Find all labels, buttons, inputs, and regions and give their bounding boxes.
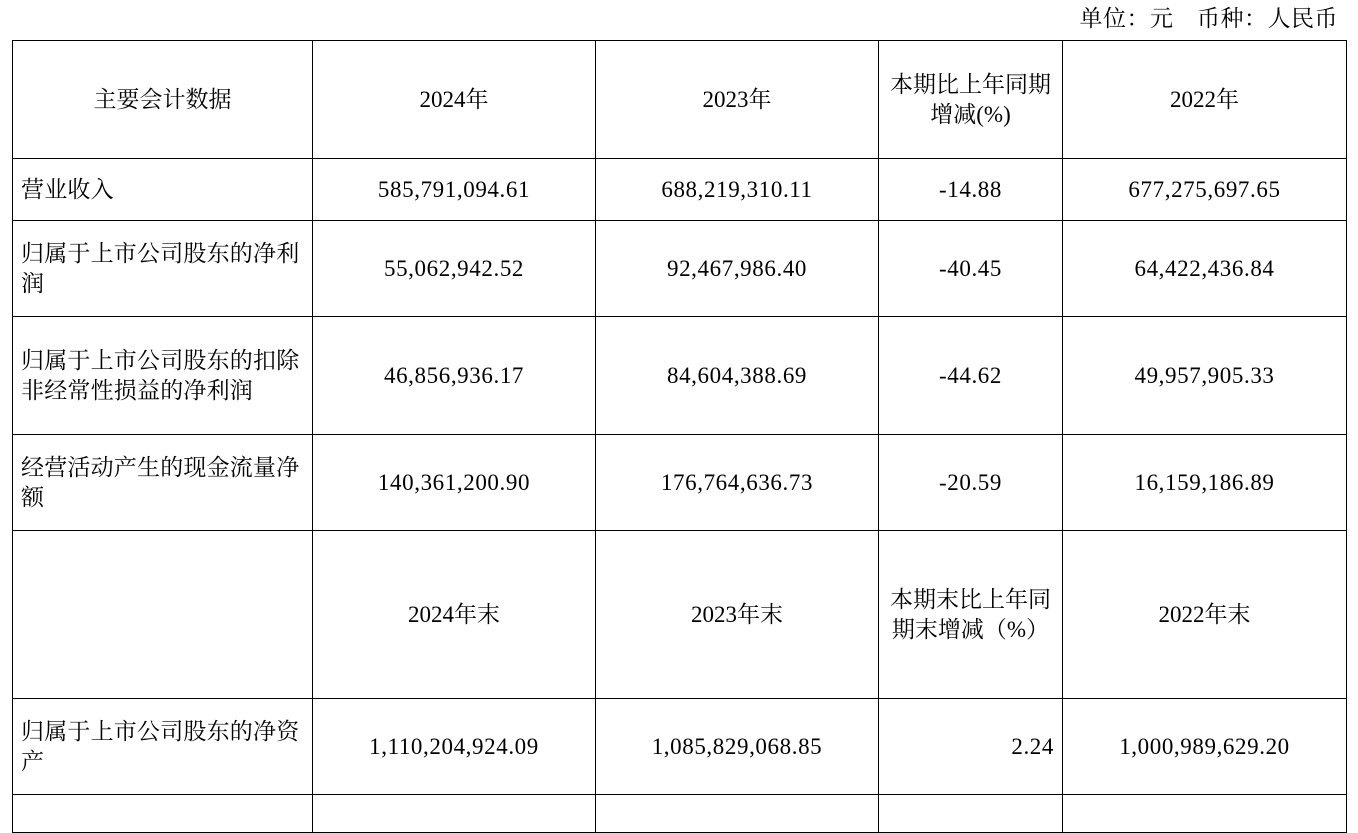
row-label-net-profit-excl-nonrecurring: 归属于上市公司股东的扣除非经常性损益的净利润 bbox=[13, 317, 313, 435]
header-cell-metric-period-end bbox=[13, 531, 313, 699]
header-cell-2023: 2023年 bbox=[596, 41, 879, 159]
table-header-row-annual bbox=[13, 41, 1347, 159]
cell-net-assets-2023: 1,085,829,068.85 bbox=[596, 699, 879, 795]
cell-net-profit-2024: 55,062,942.52 bbox=[313, 221, 596, 317]
clipped-cell bbox=[1063, 795, 1347, 833]
header-cell-2024: 2024年 bbox=[313, 41, 596, 159]
clipped-cell bbox=[596, 795, 879, 833]
header-cell-period-end-change: 本期末比上年同期末增减（%） bbox=[879, 531, 1063, 699]
cell-net-profit-excl-2023: 84,604,388.69 bbox=[596, 317, 879, 435]
cell-revenue-change: -14.88 bbox=[879, 159, 1063, 221]
table-row-clipped bbox=[13, 795, 1347, 833]
clipped-cell bbox=[13, 795, 313, 833]
cell-cash-flow-2024: 140,361,200.90 bbox=[313, 435, 596, 531]
cell-revenue-2024: 585,791,094.61 bbox=[313, 159, 596, 221]
table-header-row-period-end bbox=[13, 531, 1347, 699]
cell-net-profit-change: -40.45 bbox=[879, 221, 1063, 317]
header-cell-metric: 主要会计数据 bbox=[13, 41, 313, 159]
cell-net-profit-excl-2022: 49,957,905.33 bbox=[1063, 317, 1347, 435]
table-row bbox=[13, 317, 1347, 435]
table-row bbox=[13, 221, 1347, 317]
header-cell-2022-end: 2022年末 bbox=[1063, 531, 1347, 699]
header-cell-yoy-change: 本期比上年同期增减(%) bbox=[879, 41, 1063, 159]
unit-currency-note: 单位：元 币种：人民币 bbox=[1079, 6, 1338, 31]
cell-net-assets-2024: 1,110,204,924.09 bbox=[313, 699, 596, 795]
cell-net-assets-2022: 1,000,989,629.20 bbox=[1063, 699, 1347, 795]
cell-net-profit-2023: 92,467,986.40 bbox=[596, 221, 879, 317]
main-financial-data-table bbox=[12, 40, 1347, 833]
header-cell-2022: 2022年 bbox=[1063, 41, 1347, 159]
row-label-operating-cash-flow: 经营活动产生的现金流量净额 bbox=[13, 435, 313, 531]
cell-net-profit-2022: 64,422,436.84 bbox=[1063, 221, 1347, 317]
row-label-net-assets: 归属于上市公司股东的净资产 bbox=[13, 699, 313, 795]
clipped-cell bbox=[313, 795, 596, 833]
clipped-cell bbox=[879, 795, 1063, 833]
table-row bbox=[13, 159, 1347, 221]
cell-revenue-2022: 677,275,697.65 bbox=[1063, 159, 1347, 221]
table-row bbox=[13, 435, 1347, 531]
cell-cash-flow-2022: 16,159,186.89 bbox=[1063, 435, 1347, 531]
table-row bbox=[13, 699, 1347, 795]
cell-net-assets-change: 2.24 bbox=[879, 699, 1063, 795]
row-label-revenue: 营业收入 bbox=[13, 159, 313, 221]
cell-revenue-2023: 688,219,310.11 bbox=[596, 159, 879, 221]
cell-net-profit-excl-2024: 46,856,936.17 bbox=[313, 317, 596, 435]
row-label-net-profit: 归属于上市公司股东的净利润 bbox=[13, 221, 313, 317]
cell-cash-flow-change: -20.59 bbox=[879, 435, 1063, 531]
header-cell-2023-end: 2023年末 bbox=[596, 531, 879, 699]
cell-net-profit-excl-change: -44.62 bbox=[879, 317, 1063, 435]
header-cell-2024-end: 2024年末 bbox=[313, 531, 596, 699]
cell-cash-flow-2023: 176,764,636.73 bbox=[596, 435, 879, 531]
